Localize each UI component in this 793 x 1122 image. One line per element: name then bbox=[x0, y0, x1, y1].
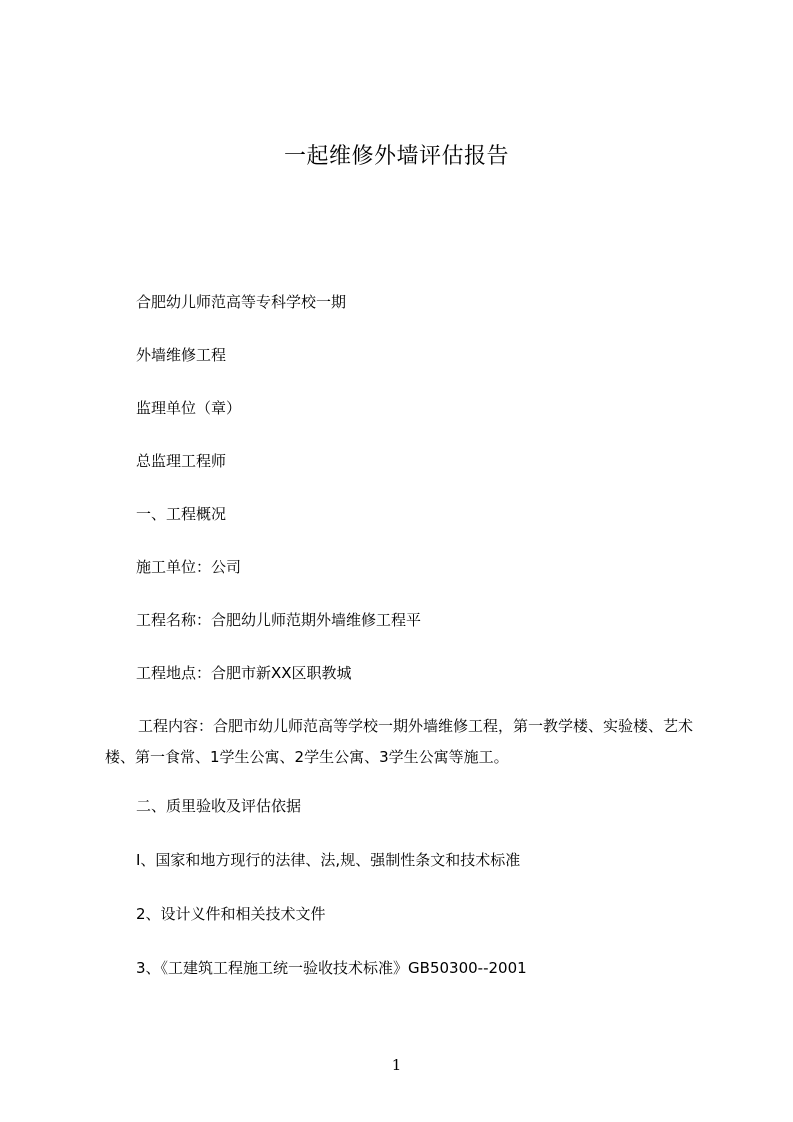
basis-item-1: I、国家和地方现行的法律、法,规、强制性条文和技术标准 bbox=[136, 851, 521, 869]
basis-item-2: 2、设计义件和相关技术文件 bbox=[136, 905, 326, 923]
section-overview-heading: 一、工程概况 bbox=[136, 505, 227, 523]
project-location-line: 工程地点：合肥市新XX区职教城 bbox=[136, 664, 352, 682]
chief-engineer-line: 总监理工程师 bbox=[136, 452, 227, 470]
document-title: 一起维修外墙评估报告 bbox=[283, 144, 509, 169]
project-name-line: 合肥幼儿师范高等专科学校一期 bbox=[136, 293, 347, 311]
section-basis-heading: 二、质里验收及评估依据 bbox=[136, 797, 302, 815]
project-title-line: 工程名称：合肥幼儿师范期外墙维修工程平 bbox=[136, 611, 422, 629]
basis-item-3: 3、《工建筑工程施工统一验收技术标准》GB50300--2001 bbox=[136, 959, 527, 977]
page-number: 1 bbox=[391, 1056, 402, 1074]
supervision-unit-line: 监理单位（章） bbox=[136, 399, 242, 417]
project-content-paragraph: 工程内容：合肥市幼儿师范高等学校一期外墙维修工程，第一教学楼、实验楼、艺术楼、第一食常、1学生公寓、2学生公寓、3学生公寓等施工。 bbox=[105, 717, 694, 766]
construction-unit-line: 施工单位：公司 bbox=[136, 558, 242, 576]
project-subtitle-line: 外墙维修工程 bbox=[136, 346, 227, 364]
